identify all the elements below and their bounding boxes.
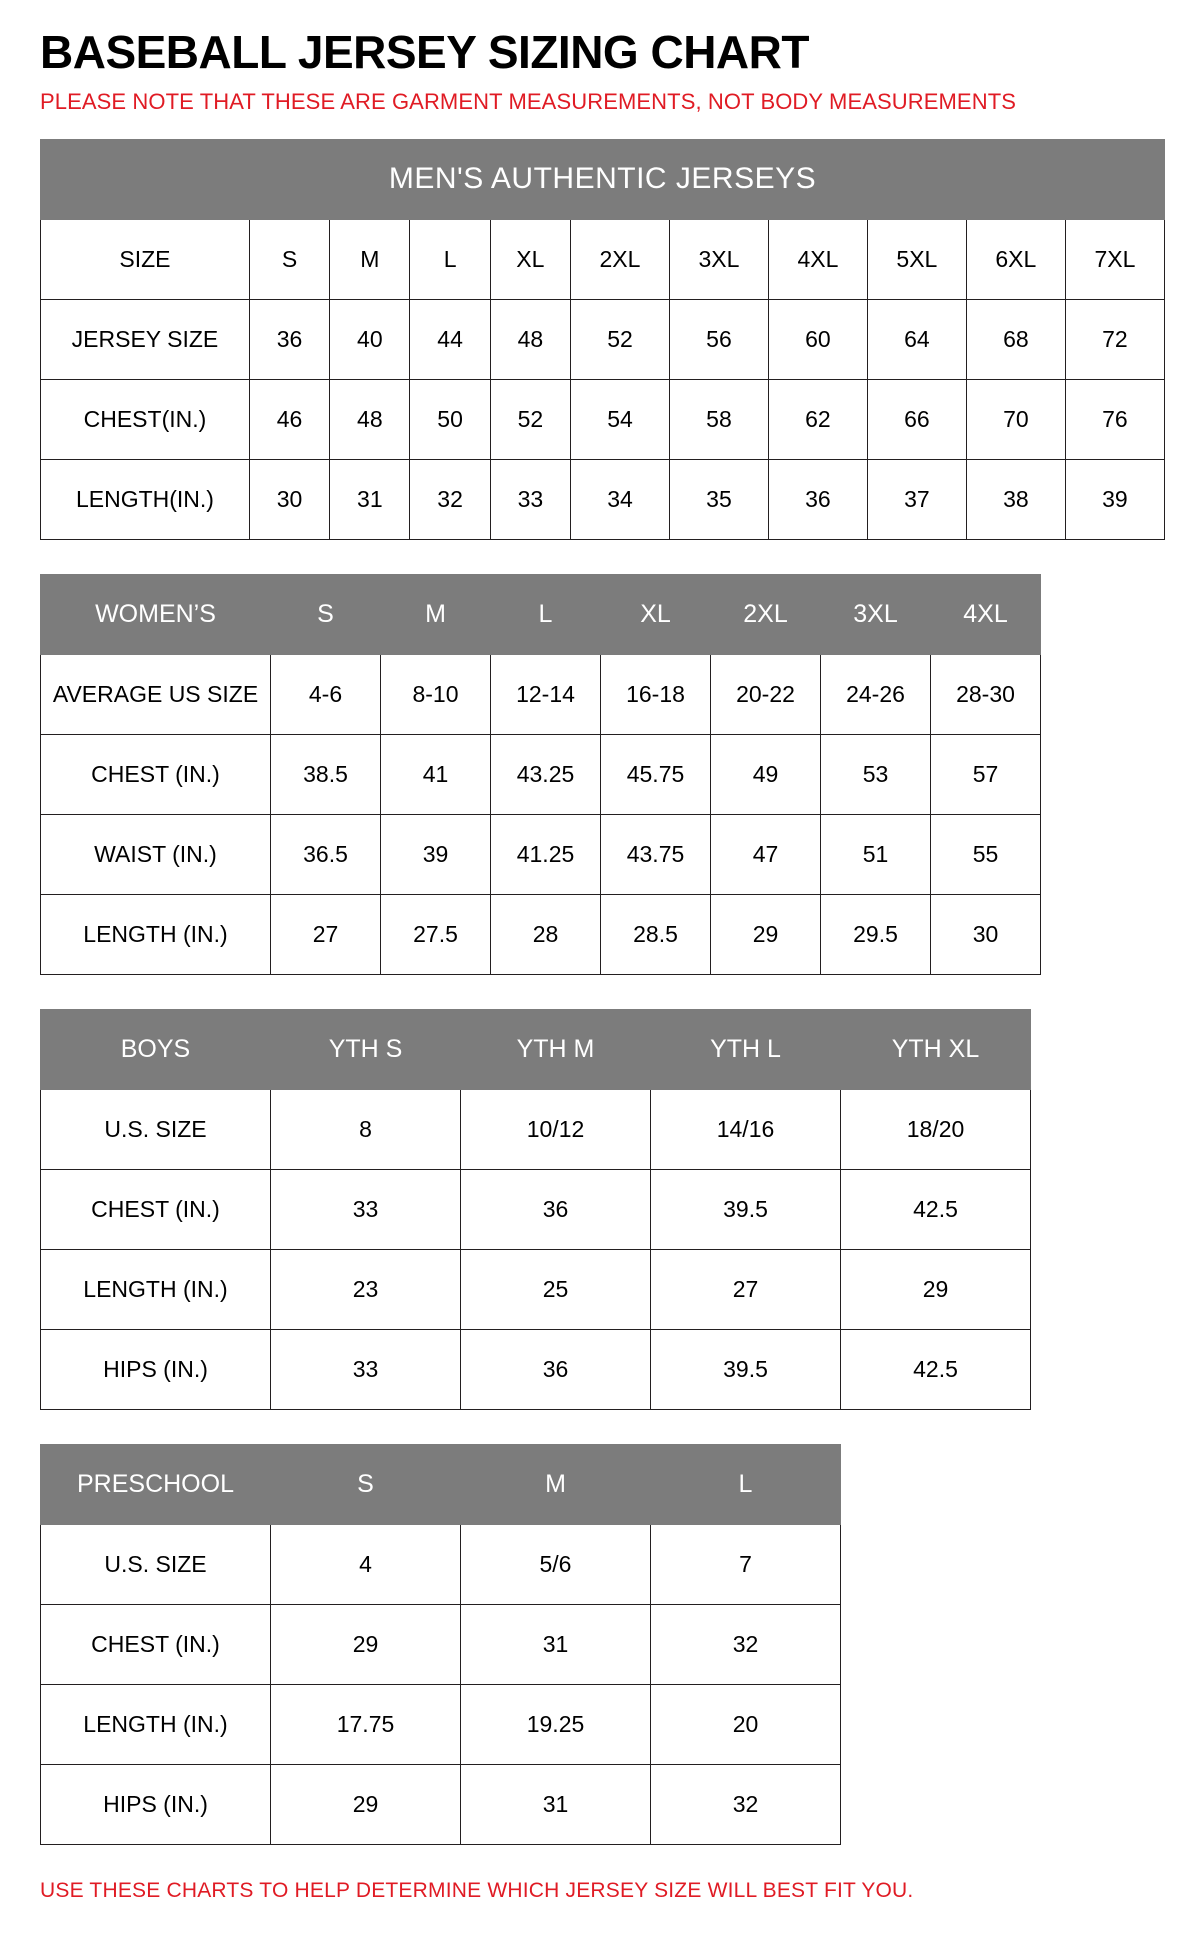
- table-cell: 36: [461, 1169, 651, 1249]
- table-cell: 42.5: [841, 1169, 1031, 1249]
- table-cell: 36: [768, 459, 867, 539]
- page-title: BASEBALL JERSEY SIZING CHART: [40, 26, 809, 78]
- table-row: [41, 734, 1041, 814]
- table-cell: 5/6: [461, 1524, 651, 1604]
- table-cell: 19.25: [461, 1684, 651, 1764]
- column-header: XL: [601, 574, 711, 654]
- table-cell: 43.25: [491, 734, 601, 814]
- table-row: [41, 1684, 841, 1764]
- column-header: 2XL: [571, 219, 670, 299]
- table-cell: 70: [966, 379, 1065, 459]
- table-cell: 50: [410, 379, 490, 459]
- table-cell: 40: [330, 299, 410, 379]
- table-cell: 42.5: [841, 1329, 1031, 1409]
- table-row: [41, 1764, 841, 1844]
- column-header: YTH S: [271, 1009, 461, 1089]
- table-cell: 31: [461, 1604, 651, 1684]
- table-cell: 4: [271, 1524, 461, 1604]
- table-cell: 53: [821, 734, 931, 814]
- table-cell: 76: [1065, 379, 1164, 459]
- table-cell: 23: [271, 1249, 461, 1329]
- table-cell: 29: [711, 894, 821, 974]
- row-label: LENGTH (IN.): [41, 894, 271, 974]
- column-header: YTH XL: [841, 1009, 1031, 1089]
- column-header: L: [651, 1444, 841, 1524]
- table-cell: 52: [490, 379, 570, 459]
- table-cell: 27: [651, 1249, 841, 1329]
- table-cell: 64: [867, 299, 966, 379]
- table-cell: 16-18: [601, 654, 711, 734]
- table-cell: 32: [651, 1764, 841, 1844]
- column-header: YTH M: [461, 1009, 651, 1089]
- table-cell: 27.5: [381, 894, 491, 974]
- row-label: LENGTH (IN.): [41, 1684, 271, 1764]
- table-cell: 37: [867, 459, 966, 539]
- table-row: [41, 1089, 1031, 1169]
- table-cell: 41: [381, 734, 491, 814]
- table-cell: 38.5: [271, 734, 381, 814]
- table-row: [41, 1604, 841, 1684]
- table-cell: 20: [651, 1684, 841, 1764]
- table-row: [41, 654, 1041, 734]
- table-header-row: [41, 1444, 841, 1524]
- table-cell: 33: [490, 459, 570, 539]
- column-header: L: [410, 219, 490, 299]
- preschool-jerseys-table: [40, 1444, 841, 1845]
- table-header-band-row: [41, 139, 1165, 219]
- table-cell: 49: [711, 734, 821, 814]
- table-cell: 25: [461, 1249, 651, 1329]
- table-cell: 51: [821, 814, 931, 894]
- table-cell: 58: [669, 379, 768, 459]
- row-label: CHEST (IN.): [41, 1604, 271, 1684]
- boys-jerseys-table: [40, 1009, 1031, 1410]
- row-label: U.S. SIZE: [41, 1089, 271, 1169]
- column-header: 7XL: [1065, 219, 1164, 299]
- table-cell: 66: [867, 379, 966, 459]
- table-cell: 39.5: [651, 1329, 841, 1409]
- row-label: U.S. SIZE: [41, 1524, 271, 1604]
- table-cell: 54: [571, 379, 670, 459]
- table-cell: 28-30: [931, 654, 1041, 734]
- table-cell: 33: [271, 1169, 461, 1249]
- table-header-row: [41, 219, 1165, 299]
- garment-measurement-note: PLEASE NOTE THAT THESE ARE GARMENT MEASUREMENTS, NOT BODY MEASUREMENTS: [40, 89, 1017, 115]
- table-cell: 20-22: [711, 654, 821, 734]
- row-label: HIPS (IN.): [41, 1764, 271, 1844]
- table-cell: 57: [931, 734, 1041, 814]
- table-header-row: [41, 574, 1041, 654]
- table-row: [41, 1329, 1031, 1409]
- column-header: M: [330, 219, 410, 299]
- table-cell: 34: [571, 459, 670, 539]
- table-cell: 48: [490, 299, 570, 379]
- table-row: [41, 814, 1041, 894]
- table-row: [41, 379, 1165, 459]
- table-cell: 28.5: [601, 894, 711, 974]
- row-label: CHEST(IN.): [41, 379, 250, 459]
- table-cell: 56: [669, 299, 768, 379]
- row-label: LENGTH(IN.): [41, 459, 250, 539]
- table-cell: 14/16: [651, 1089, 841, 1169]
- column-header: S: [249, 219, 329, 299]
- table-cell: 72: [1065, 299, 1164, 379]
- table-cell: 68: [966, 299, 1065, 379]
- table-cell: 52: [571, 299, 670, 379]
- table-cell: 29: [271, 1604, 461, 1684]
- column-header: 6XL: [966, 219, 1065, 299]
- table-cell: 8-10: [381, 654, 491, 734]
- column-header: L: [491, 574, 601, 654]
- column-header: YTH L: [651, 1009, 841, 1089]
- table-cell: 43.75: [601, 814, 711, 894]
- column-header: S: [271, 574, 381, 654]
- table-cell: 32: [651, 1604, 841, 1684]
- row-label: CHEST (IN.): [41, 734, 271, 814]
- table-cell: 39: [1065, 459, 1164, 539]
- row-label: HIPS (IN.): [41, 1329, 271, 1409]
- mens-authentic-jerseys-table: [40, 139, 1165, 540]
- table-cell: 31: [330, 459, 410, 539]
- table-cell: 30: [249, 459, 329, 539]
- table-cell: 44: [410, 299, 490, 379]
- table-cell: 39.5: [651, 1169, 841, 1249]
- table-cell: 17.75: [271, 1684, 461, 1764]
- mens-table-title: MEN'S AUTHENTIC JERSEYS: [41, 139, 1165, 219]
- table-cell: 7: [651, 1524, 841, 1604]
- footer-note: USE THESE CHARTS TO HELP DETERMINE WHICH JERSEY SIZE WILL BEST FIT YOU.: [40, 1878, 914, 1902]
- table-row: [41, 459, 1165, 539]
- table-cell: 32: [410, 459, 490, 539]
- column-header: XL: [490, 219, 570, 299]
- table-cell: 47: [711, 814, 821, 894]
- column-header: S: [271, 1444, 461, 1524]
- column-header: 3XL: [669, 219, 768, 299]
- table-cell: 33: [271, 1329, 461, 1409]
- table-row: [41, 1524, 841, 1604]
- table-cell: 31: [461, 1764, 651, 1844]
- table-cell: 29: [271, 1764, 461, 1844]
- table-cell: 4-6: [271, 654, 381, 734]
- column-header-size: SIZE: [41, 219, 250, 299]
- preschool-table-title: PRESCHOOL: [41, 1444, 271, 1524]
- row-label: AVERAGE US SIZE: [41, 654, 271, 734]
- column-header: 4XL: [931, 574, 1041, 654]
- womens-table-title: WOMEN’S: [41, 574, 271, 654]
- table-cell: 45.75: [601, 734, 711, 814]
- column-header: 4XL: [768, 219, 867, 299]
- column-header: 2XL: [711, 574, 821, 654]
- table-cell: 38: [966, 459, 1065, 539]
- table-cell: 10/12: [461, 1089, 651, 1169]
- table-cell: 36: [461, 1329, 651, 1409]
- row-label: WAIST (IN.): [41, 814, 271, 894]
- row-label: LENGTH (IN.): [41, 1249, 271, 1329]
- table-cell: 41.25: [491, 814, 601, 894]
- row-label: JERSEY SIZE: [41, 299, 250, 379]
- column-header: 3XL: [821, 574, 931, 654]
- table-cell: 28: [491, 894, 601, 974]
- table-cell: 46: [249, 379, 329, 459]
- table-row: [41, 299, 1165, 379]
- table-cell: 18/20: [841, 1089, 1031, 1169]
- womens-jerseys-table: [40, 574, 1041, 975]
- table-row: [41, 1249, 1031, 1329]
- table-cell: 27: [271, 894, 381, 974]
- column-header: 5XL: [867, 219, 966, 299]
- table-cell: 12-14: [491, 654, 601, 734]
- table-cell: 62: [768, 379, 867, 459]
- table-row: [41, 1169, 1031, 1249]
- table-cell: 60: [768, 299, 867, 379]
- table-cell: 36: [249, 299, 329, 379]
- table-cell: 24-26: [821, 654, 931, 734]
- table-row: [41, 894, 1041, 974]
- table-cell: 39: [381, 814, 491, 894]
- table-cell: 29.5: [821, 894, 931, 974]
- table-cell: 30: [931, 894, 1041, 974]
- table-cell: 48: [330, 379, 410, 459]
- table-cell: 55: [931, 814, 1041, 894]
- table-header-row: [41, 1009, 1031, 1089]
- table-cell: 36.5: [271, 814, 381, 894]
- row-label: CHEST (IN.): [41, 1169, 271, 1249]
- column-header: M: [381, 574, 491, 654]
- boys-table-title: BOYS: [41, 1009, 271, 1089]
- table-cell: 8: [271, 1089, 461, 1169]
- column-header: M: [461, 1444, 651, 1524]
- table-cell: 29: [841, 1249, 1031, 1329]
- table-cell: 35: [669, 459, 768, 539]
